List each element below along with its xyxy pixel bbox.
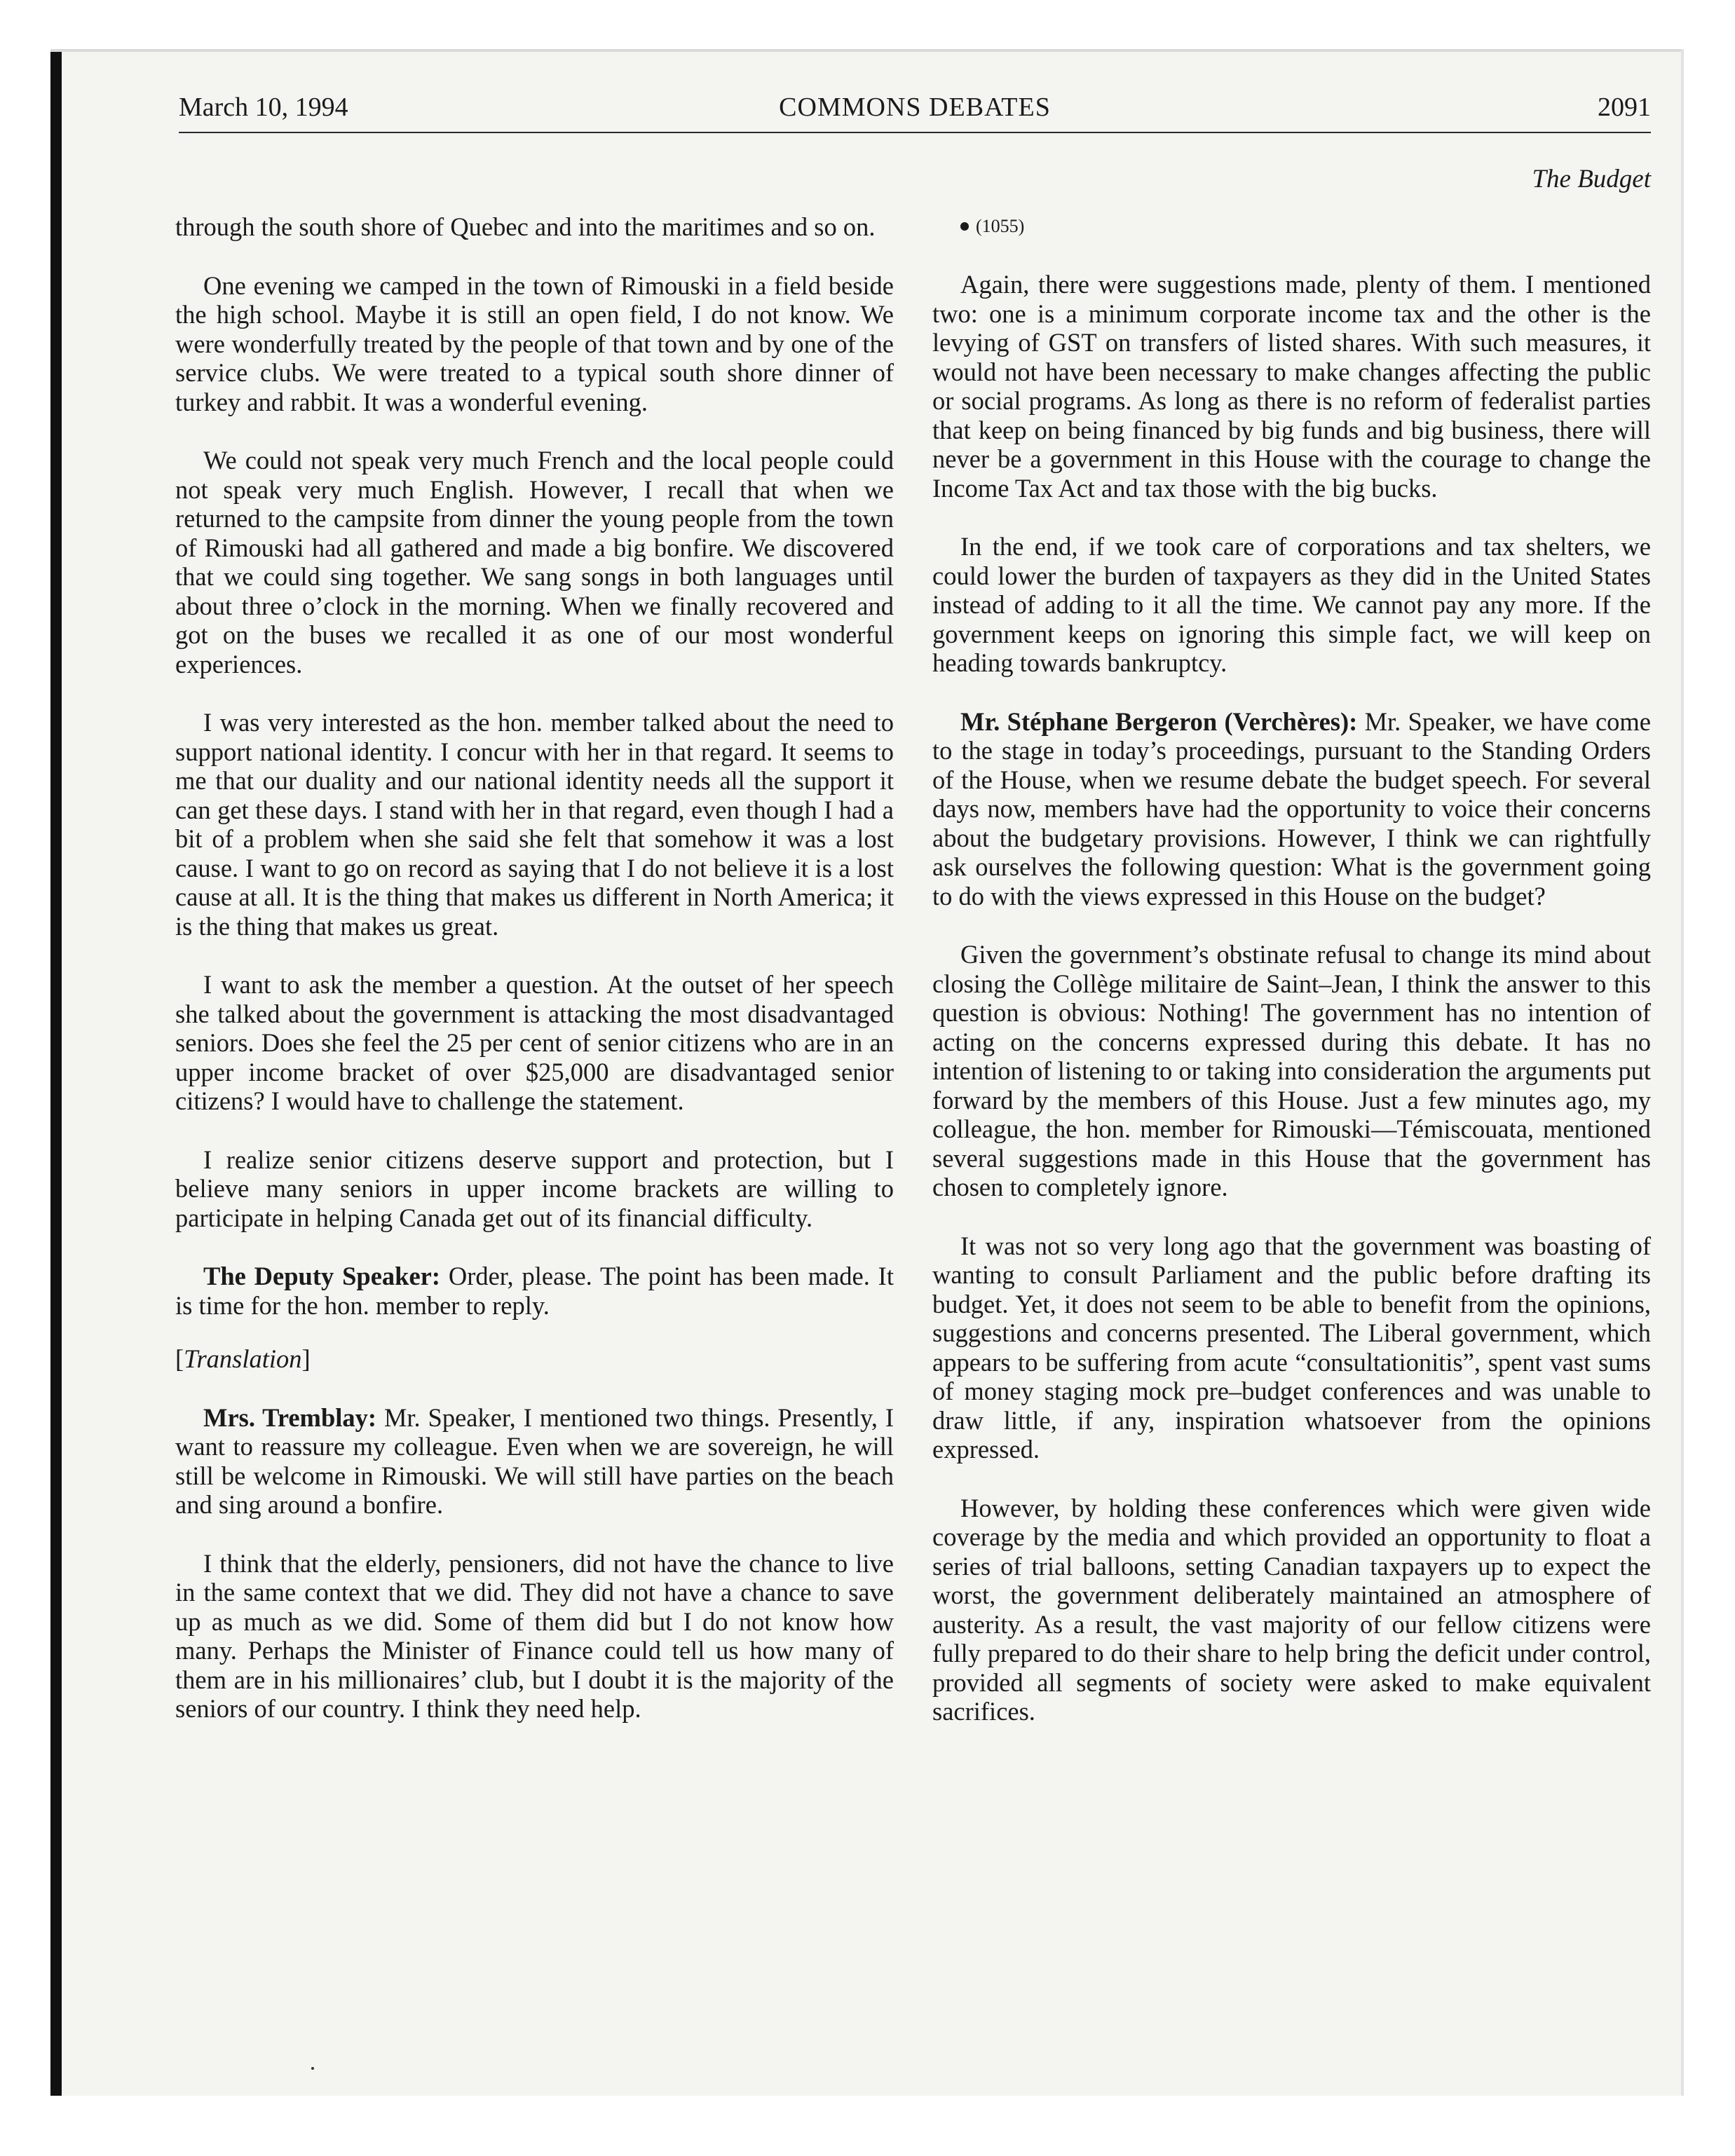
scan-speck — [311, 2067, 314, 2070]
paragraph: I think that the elderly, pensioners, did not have the chance to live in the same context that we did. They did not have a chance to save up as much as we did. Some of them did but I do not know how many. Perhaps the Minister of Finance could tell us how many of them are in his millionaires’ club, but I doubt it is the majority of the seniors of our country. I think they need help. — [175, 1548, 894, 1723]
speech-text: Mr. Speaker, we have come to the stage in today’s proceedings, pursuant to the Standing Orders of the House, when we resume debate the budget speech. For several days now, members have had the opportunity to voice their concerns about the budgetary provisions. However, I think we can rightfully ask ourselves the following question: What is the government going to do with the views expressed in this House on the budget? — [932, 707, 1652, 910]
bullet-icon — [960, 222, 969, 231]
paragraph: Again, there were suggestions made, plenty of them. I mentioned two: one is a minimum corporate income tax and the other is the levying of GST on transfers of listed shares. With such measures, it would not have been necessary to make changes affecting the public or social programs. As long as there is no reform of federalist parties that keep on being financed by big funds and big business, there will never be a government in this House with the courage to change the Income Tax Act and tax those with the big bucks. — [932, 270, 1651, 503]
scan-border-left — [50, 49, 62, 2096]
paragraph: We could not speak very much French and the local people could not speak very much English. However, I recall that when we returned to the campsite from dinner the young people from the town of Rimouski had all gathered and made a big bonfire. We discovered that we could sing together. We sang songs in both languages until about three o’clock in the morning. When we finally recovered and got on the buses we recalled it as one of our most wonderful experiences. — [175, 446, 894, 678]
header-date: March 10, 1994 — [179, 93, 348, 122]
speaker-name: The Deputy Speaker: — [203, 1262, 440, 1290]
header-page-number: 2091 — [1598, 93, 1651, 122]
time-marker-label: (1055) — [976, 216, 1025, 236]
speech-text: Order, please. The point has been made. It is time for the hon. member to reply. — [175, 1262, 894, 1320]
speech-text: Mr. Speaker, I mentioned two things. Presently, I want to reassure my colleague. Even when we are sovereign, he will still be welcome in Rimouski. We will still have parties on the beach and sing around a bonfire. — [175, 1403, 894, 1519]
bracket-close: ] — [301, 1344, 311, 1373]
speaker-name: Mr. Stéphane Bergeron (Verchères): — [960, 707, 1358, 736]
paragraph: I want to ask the member a question. At the outset of her speech she talked about the government is attacking the most disadvantaged seniors. Does she feel the 25 per cent of senior citizens who are in an upper income bracket of over $25,000 are disadvantaged senior citizens? I would have to challenge the statement. — [175, 970, 894, 1115]
running-header — [179, 90, 1651, 133]
paragraph: However, by holding these conferences which were given wide coverage by the media and which provided an opportunity to float a series of trial balloons, setting Canadian taxpayers up to expect the worst, the government deliberately maintained an atmosphere of austerity. As a result, the vast majority of our fellow citizens were fully prepared to do their share to help bring the deficit under control, provided all segments of society were asked to make equivalent sacrifices. — [932, 1493, 1651, 1726]
speech-paragraph — [175, 1262, 894, 1320]
speech-paragraph — [932, 707, 1651, 911]
speaker-name: Mrs. Tremblay: — [203, 1403, 377, 1432]
paragraph: In the end, if we took care of corporations and tax shelters, we could lower the burden of taxpayers as they did in the United States instead of adding to it all the time. We cannot pay any more. If the government keeps on ignoring this simple fact, we will keep on heading towards bankruptcy. — [932, 532, 1651, 677]
paragraph: through the south shore of Quebec and into the maritimes and so on. — [175, 212, 876, 241]
header-journal-title: COMMONS DEBATES — [779, 93, 1051, 122]
time-marker — [932, 212, 1651, 240]
translation-label: Translation — [184, 1344, 302, 1373]
bracket-open: [ — [175, 1344, 184, 1373]
paragraph: I realize senior citizens deserve support and protection, but I believe many seniors in upper income brackets are willing to participate in helping Canada get out of its financial difficulty. — [175, 1145, 894, 1232]
paragraph: It was not so very long ago that the government was boasting of wanting to consult Parliament and the public before drafting its budget. Yet, it does not seem to be able to benefit from the opinions, suggestions and concerns presented. The Liberal government, which appears to be suffering from acute “consultationitis”, spent vast sums of money staging mock pre–budget conferences and was unable to draw little, if any, inspiration whatsoever from the opinions expressed. — [932, 1231, 1651, 1464]
paragraph: I was very interested as the hon. member talked about the need to support national identity. I concur with her in that regard. It seems to me that our duality and our national identity needs all the support it can get these days. I stand with her in that regard, even though I had a bit of a problem when she said she felt that somehow it was a lost cause. I want to go on record as saying that I do not believe it is a lost cause at all. It is the thing that makes us different in North America; it is the thing that makes us great. — [175, 708, 894, 941]
paragraph: One evening we camped in the town of Rimouski in a field beside the high school. Maybe it is still an open field, I do not know. We were wonderfully treated by the people of that town and by one of the service clubs. We were treated to a typical south shore dinner of turkey and rabbit. It was a wonderful evening. — [175, 271, 894, 416]
paragraph: Given the government’s obstinate refusal to change its mind about closing the Collège militaire de Saint–Jean, I think the answer to this question is obvious: Nothing! The government has no intention of acting on the concerns expressed during this debate. It has no intention of listening to or taking into consideration the arguments put forward by the members of this House. Just a few minutes ago, my colleague, the hon. member for Rimouski—Témiscouata, mentioned several suggestions made in this House that the government has chosen to completely ignore. — [932, 940, 1651, 1201]
left-column — [175, 212, 894, 1753]
scan-border-right — [1681, 49, 1684, 2096]
translation-note — [175, 1344, 894, 1374]
right-column — [932, 212, 1651, 1756]
speech-paragraph — [175, 1403, 894, 1520]
section-title: The Budget — [1532, 165, 1651, 193]
